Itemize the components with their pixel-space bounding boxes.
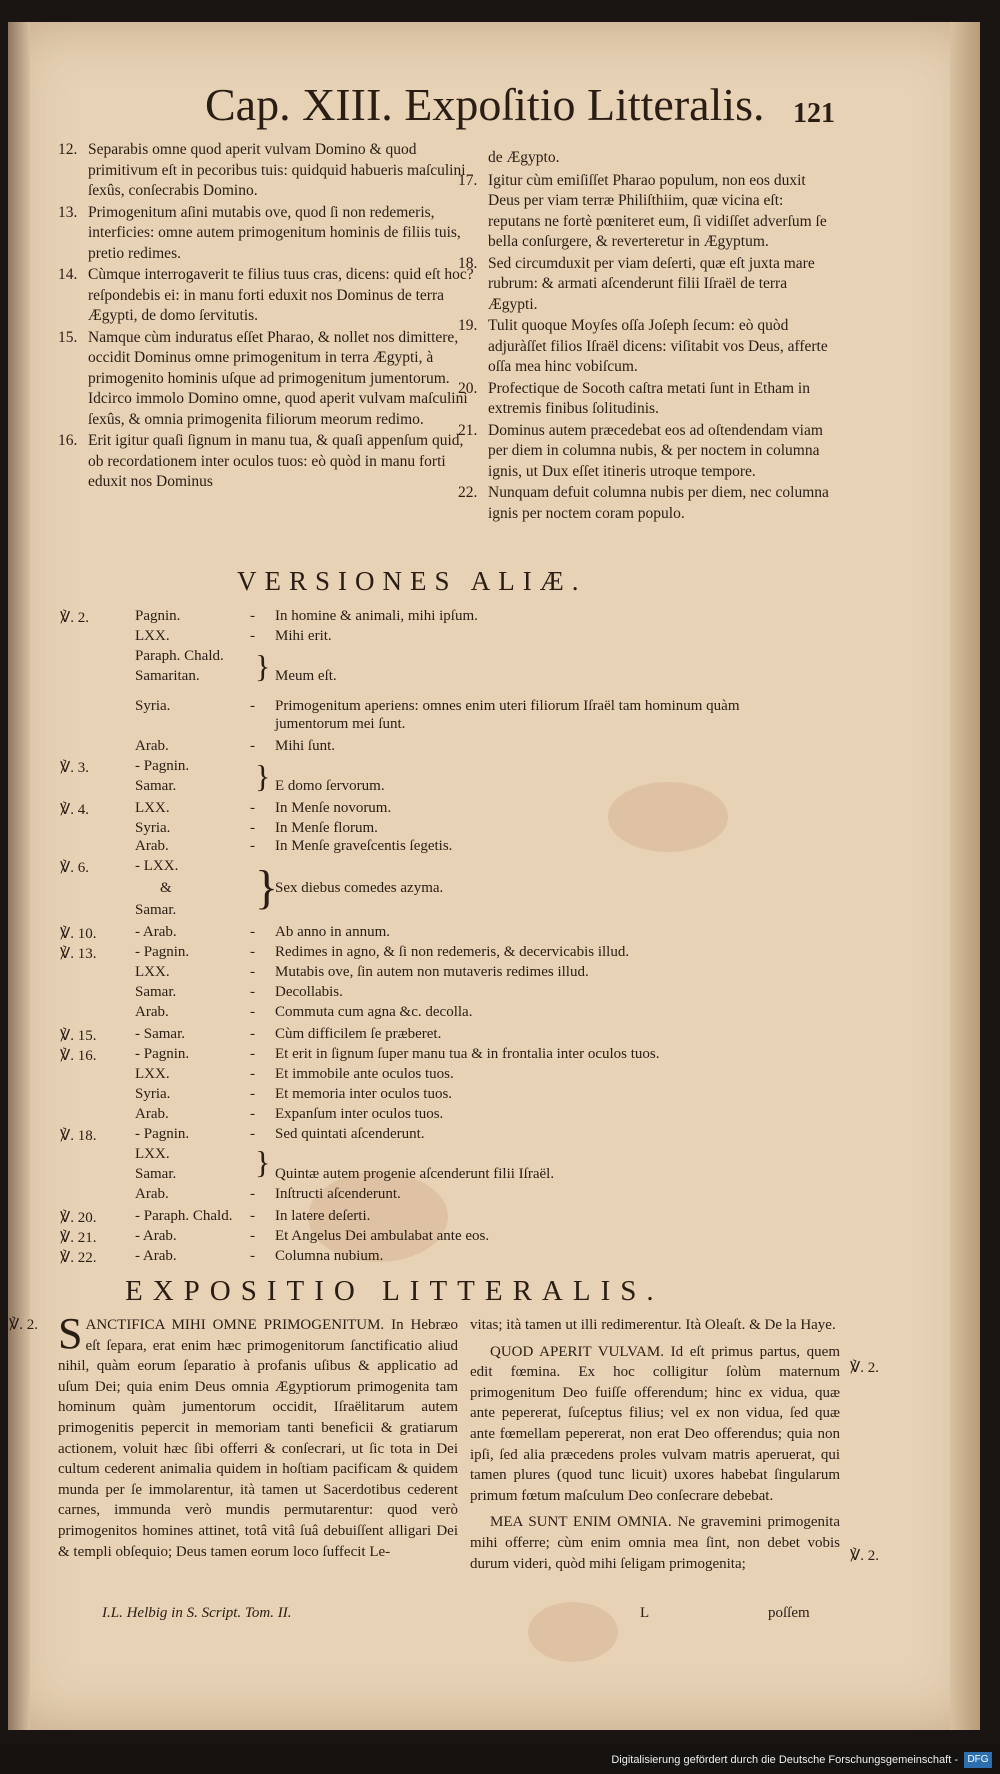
verse-ref: ℣. 18. (60, 1128, 97, 1144)
version-source: Arab. (135, 1004, 169, 1020)
version-text: Ab anno in annum. (275, 924, 390, 940)
section-heading-versiones: VERSIONES ALIÆ. (237, 566, 587, 596)
lemma: MEA SUNT ENIM OMNIA. (490, 1514, 672, 1531)
version-row (40, 608, 920, 628)
version-text: In Menſe graveſcentis ſegetis. (275, 838, 453, 854)
version-dash: - (250, 738, 255, 754)
version-dash: - (250, 1004, 255, 1020)
version-dash: - (250, 984, 255, 1000)
commentary-paragraph (470, 1342, 840, 1507)
grouping-brace: } (255, 758, 271, 794)
verse-text: Separabis omne quod aperit vulvam Domino & quod primitivum eſt in pecoribus tuis: quidquid habueris maſculini ſexûs, conſecrabis Domino. (88, 141, 466, 199)
commentary-column-left (9, 1309, 458, 1562)
version-source: LXX. (135, 964, 170, 980)
footer-bar (0, 1744, 1000, 1774)
version-row (40, 820, 920, 840)
version-source: - Arab. (135, 1228, 177, 1244)
version-row (40, 1166, 920, 1186)
version-dash: - (250, 1046, 255, 1062)
verse-ref: ℣. 2. (9, 1317, 39, 1333)
verse-number: 22. (458, 484, 478, 501)
version-source: - Paraph. Chald. (135, 1208, 233, 1224)
verse-text: Profectique de Socoth caſtra metati ſunt in Etham in extremis finibus ſolitudinis. (488, 379, 810, 417)
version-row (40, 1126, 920, 1146)
commentary-text: Id eſt primus partus, quem edit fœmina. Ex hoc colligitur ſolùm maternum primogenitum Deo fuiſſe offerendum; hinc ex vidua, quæ ante pepererat, ſuſceptus filius; vel ex non vidua, ſed quæ ante fœmellam pepererat, non erat Deo offerendus; quia non ipſi, ſed alia præcedens proles vulvam matris aperuerat, qui tamen plures (quod tunc licuit) uxores habebat ſingularum primum fœtum maſculum Deo conſecrare debebat. (470, 1343, 840, 1504)
version-row (40, 1186, 920, 1206)
drop-cap: S (58, 1309, 83, 1358)
version-dash: - (250, 944, 255, 960)
version-text: Inſtructi aſcenderunt. (275, 1186, 401, 1202)
commentary-paragraph: vitas; ità tamen ut illi redimerentur. Ità Oleaſt. & De la Haye. (470, 1317, 836, 1333)
verse (58, 431, 478, 493)
scripture-column-left (58, 140, 478, 494)
version-dash: - (250, 924, 255, 940)
verse-ref: ℣. 21. (60, 1230, 97, 1246)
verse-ref: ℣. 20. (60, 1210, 97, 1226)
version-row (40, 1086, 920, 1106)
version-text: In homine & animali, mihi ipſum. (275, 608, 478, 624)
version-dash: - (250, 1248, 255, 1264)
version-source: Syria. (135, 698, 171, 714)
page-number: 121 (793, 98, 835, 129)
version-dash: - (250, 1026, 255, 1042)
version-text: Decollabis. (275, 984, 343, 1000)
version-row (40, 800, 920, 820)
verse-number: 21. (458, 421, 478, 439)
verse (58, 140, 478, 202)
commentary-column-right (470, 1315, 840, 1574)
version-row (40, 1248, 920, 1268)
version-row (40, 924, 920, 944)
version-row (40, 1208, 920, 1228)
version-text: Primogenitum aperiens: omnes enim uteri filiorum Iſraël tam hominum quàm (275, 698, 740, 714)
book-spine-shadow (8, 22, 30, 1730)
signature-mark: L (640, 1605, 650, 1621)
verse-ref: ℣. 22. (60, 1250, 97, 1266)
version-source: - Pagnin. (135, 944, 190, 960)
version-text: Expanſum inter oculos tuos. (275, 1106, 444, 1122)
version-text: Commuta cum agna &c. decolla. (275, 1004, 473, 1020)
verse-number: 12. (58, 141, 78, 158)
version-source: Samaritan. (135, 668, 200, 684)
verse-ref: ℣. 2. (60, 610, 90, 626)
verse-text: Tulit quoque Moyſes oſſa Joſeph ſecum: eò quòd adjuràſſet filios Iſraël dicens: viſitabit vos Deus, afferte oſſa mea hinc vobiſcum. (488, 317, 828, 375)
version-source: LXX. (135, 800, 170, 816)
verse (58, 328, 478, 431)
grouping-brace: } (255, 648, 271, 684)
version-row (40, 758, 920, 778)
version-source: Paraph. Chald. (135, 648, 224, 664)
verse-number: 19. (458, 317, 478, 334)
version-source: Syria. (135, 820, 171, 836)
version-source: - Pagnin. (135, 758, 190, 774)
verse-number: 16. (58, 432, 78, 449)
verse-number: 18. (458, 254, 478, 272)
verse (458, 316, 838, 378)
version-text: In Menſe novorum. (275, 800, 392, 816)
running-title: Cap. XIII. Expoſitio Litteralis. (205, 79, 765, 130)
version-dash: - (250, 800, 255, 816)
version-dash: - (250, 964, 255, 980)
verse-text: Sed circumduxit per viam deſerti, quæ eſt juxta mare rubrum: & armati aſcenderunt filii Iſraël de terra Ægypti. (488, 254, 815, 313)
version-row (40, 716, 920, 736)
dfg-logo-icon: DFG (964, 1752, 992, 1768)
version-text: Mihi erit. (275, 628, 332, 644)
version-source: - Pagnin. (135, 1126, 190, 1142)
version-source: Arab. (135, 1186, 169, 1202)
verse-ref: ℣. 10. (60, 926, 97, 942)
verse-text: Dominus autem præcedebat eos ad oſtendendam viam per diem in columna nubis, & per noctem in columna ignis, ut Dux eſſet itineris utroque tempore. (488, 421, 823, 480)
version-row (40, 628, 920, 648)
version-dash: - (250, 628, 255, 644)
version-row (40, 738, 920, 758)
version-row (40, 778, 920, 798)
version-source: Arab. (135, 838, 169, 854)
version-row (40, 880, 920, 900)
version-source: Arab. (135, 738, 169, 754)
version-row (40, 902, 920, 922)
version-text: Mutabis ove, ſin autem non mutaveris redimes illud. (275, 964, 589, 980)
version-text: Cùm difficilem ſe præberet. (275, 1026, 442, 1042)
verse-number: 17. (458, 171, 478, 189)
verse-number: 13. (58, 203, 78, 221)
paper-stain (528, 1602, 618, 1662)
version-text: Et Angelus Dei ambulabat ante eos. (275, 1228, 490, 1244)
version-dash: - (250, 838, 255, 854)
verse-text: Primogenitum aſini mutabis ove, quod ſi non redemeris, interficies: omne autem primogenitum hominis de filiis tuis, pretio redimes. (88, 203, 461, 262)
grouping-brace: } (255, 1144, 271, 1180)
lemma: ANCTIFICA MIHI OMNE PRIMOGENITUM. (85, 1317, 385, 1333)
footer-credit: Digitalisierung gefördert durch die Deutsche Forschungsgemeinschaft - (611, 1754, 958, 1766)
version-dash: - (250, 1126, 255, 1142)
verse-text: Erit igitur quaſi ſignum in manu tua, & quaſi appenſum quid, ob recordationem inter oculos tuos: eò quòd in manu forti eduxit nos Dominus (88, 432, 464, 490)
verse (458, 483, 838, 524)
version-row (40, 698, 920, 718)
version-row (40, 984, 920, 1004)
version-text: Meum eſt. (275, 668, 337, 684)
verse-number: 14. (58, 266, 78, 283)
version-text: jumentorum mei ſunt. (275, 716, 406, 732)
commentary-text: Ne gravemini primogenita mihi offerre; cùm enim omnia mea ſint, non debet vobis durum videri, quòd mihi ſeligam primogenita; (470, 1514, 841, 1572)
margin-verse-ref: ℣. 2. (850, 1360, 880, 1376)
commentary-paragraph (470, 1512, 840, 1574)
version-source: Samar. (135, 902, 177, 918)
version-source: Pagnin. (135, 608, 181, 624)
commentary-paragraph (58, 1309, 458, 1562)
version-row (40, 1066, 920, 1086)
verse-ref: ℣. 6. (60, 860, 90, 876)
version-text: In Menſe florum. (275, 820, 378, 836)
version-dash: - (250, 1066, 255, 1082)
verse-number: 15. (58, 328, 78, 346)
margin-verse-ref: ℣. 2. (850, 1548, 880, 1564)
verse-continuation: de Ægypto. (488, 149, 560, 166)
version-row (40, 1146, 920, 1166)
version-text: Mihi ſunt. (275, 738, 336, 754)
version-dash: - (250, 1228, 255, 1244)
version-dash: - (250, 1106, 255, 1122)
version-source: Samar. (135, 778, 177, 794)
version-row (40, 1106, 920, 1126)
verse-text: Namque cùm induratus eſſet Pharao, & nollet nos dimittere, occidit Dominus omne primogenitum in terra Ægypti, à primogenito hominis uſque ad primogenitum jumentorum. Idcirco immolo Domino omne, quod aperit vulvam maſculini ſexûs, & omnia primogenita filiorum meorum redimo. (88, 328, 468, 428)
version-text: Et immobile ante oculos tuos. (275, 1066, 454, 1082)
version-source: - Samar. (135, 1026, 185, 1042)
version-source: Samar. (135, 984, 177, 1000)
verse-text: Cùmque interrogaverit te filius tuus cras, dicens: quid eſt hoc? reſpondebis ei: in manu forti eduxit nos Dominus de terra Ægypti, de domo ſervitutis. (88, 266, 474, 324)
version-source: LXX. (135, 628, 170, 644)
version-row (40, 838, 920, 858)
version-row (40, 648, 920, 668)
version-source: - Arab. (135, 924, 177, 940)
version-dash: - (250, 608, 255, 624)
verse-ref: ℣. 15. (60, 1028, 97, 1044)
verse-ref: ℣. 3. (60, 760, 90, 776)
version-row (40, 964, 920, 984)
version-text: Et memoria inter oculos tuos. (275, 1086, 453, 1102)
page-header (0, 78, 1000, 138)
version-dash: - (250, 1186, 255, 1202)
lemma: QUOD APERIT VULVAM. (490, 1343, 664, 1360)
version-text: Columna nubium. (275, 1248, 384, 1264)
commentary-text: In Hebræo eſt ſepara, erat enim hæc primogenitorum ſanctificatio aliud nihil, quàm eorum ſeparatio à profanis uſibus & applicatio ad uſum Dei; quia enim Deus omnia Ægyptiorum primogenita tam hominum quàm jumentorum occidit, Iſraëlitarum autem primogenitis pepercit in memoriam tanti beneficii & gratiarum actionem, voluit hæc ſibi offerri & conſecrari, ut ſic tota in Dei cultum cederent animalia quidem in hoſtiam pacificam & quidem munda per ſe immolarentur, ità tamen ut Sacerdotibus cederent carnes, immunda verò mundis permutarentur: quod verò primogenitos homines attinet, totâ vitâ ſuâ debuiſſent alligari Dei & templi obſequio; Deus tamen eorum loco ſuffecit Le- (58, 1317, 458, 1560)
version-text: Sed quintati aſcenderunt. (275, 1126, 425, 1142)
version-source: LXX. (135, 1146, 170, 1162)
verse-number: 20. (458, 379, 478, 397)
verse (458, 421, 838, 483)
version-dash: - (250, 1086, 255, 1102)
verse (458, 171, 838, 253)
version-text: Et erit in ſignum ſuper manu tua & in frontalia inter oculos tuos. (275, 1046, 660, 1062)
scripture-column-right (458, 150, 838, 525)
version-source: Syria. (135, 1086, 171, 1102)
version-source: Arab. (135, 1106, 169, 1122)
verse-text: Nunquam defuit columna nubis per diem, nec columna ignis per noctem coram populo. (488, 484, 829, 522)
version-text: Quintæ autem progenie aſcenderunt filii Iſraël. (275, 1166, 555, 1182)
version-dash: - (250, 698, 255, 714)
version-row (40, 668, 920, 688)
verse (58, 265, 478, 327)
verse (458, 379, 838, 420)
version-row (40, 944, 920, 964)
catchword: poſſem (768, 1605, 810, 1621)
verse (458, 254, 838, 316)
grouping-brace: } (255, 861, 279, 914)
version-source: - LXX. (135, 858, 179, 874)
version-source: LXX. (135, 1066, 170, 1082)
version-source: & (160, 880, 172, 896)
version-text: Redimes in agno, & ſi non redemeris, & decervicabis illud. (275, 944, 630, 960)
verse-ref: ℣. 13. (60, 946, 97, 962)
verse-ref: ℣. 4. (60, 802, 90, 818)
verse-text: Igitur cùm emiſiſſet Pharao populum, non eos duxit Deus per viam terræ Philiſthiim, quæ vicina eſt: reputans ne fortè pœniteret eum, ſi vidiſſet adverſum ſe bella conſurgere, & reverteretur in Ægyptum. (488, 171, 827, 250)
version-row (40, 1228, 920, 1248)
verse-ref: ℣. 16. (60, 1048, 97, 1064)
version-row (40, 858, 920, 878)
version-source: Samar. (135, 1166, 177, 1182)
version-text: In latere deſerti. (275, 1208, 371, 1224)
version-text: Sex diebus comedes azyma. (275, 880, 444, 896)
version-row (40, 1026, 920, 1046)
version-source: - Pagnin. (135, 1046, 190, 1062)
version-row (40, 1004, 920, 1024)
version-text: E domo ſervorum. (275, 778, 385, 794)
version-source: - Arab. (135, 1248, 177, 1264)
version-dash: - (250, 1208, 255, 1224)
page-edge (950, 22, 980, 1730)
version-row (40, 1046, 920, 1066)
signature-line: I.L. Helbig in S. Script. Tom. II. (102, 1605, 292, 1621)
section-heading-expositio: EXPOSITIO LITTERALIS. (125, 1275, 664, 1307)
version-dash: - (250, 820, 255, 836)
verse (58, 203, 478, 265)
